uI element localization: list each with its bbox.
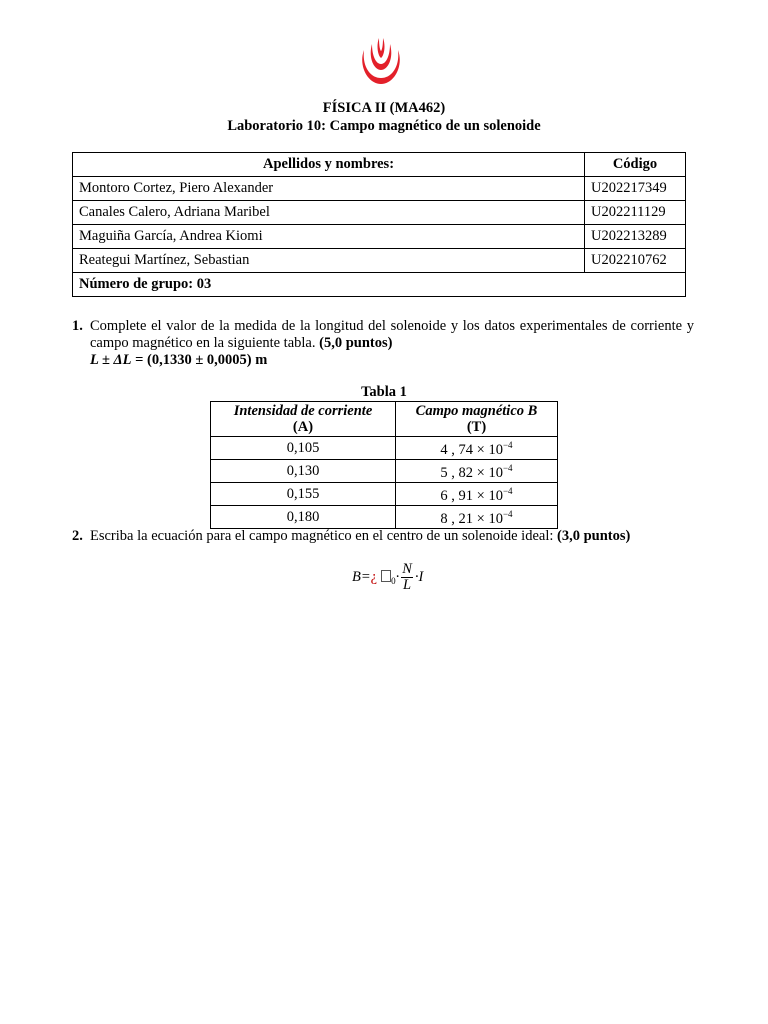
member-name: Montoro Cortez, Piero Alexander (73, 177, 585, 201)
lab-title: Laboratorio 10: Campo magnético de un solenoide (227, 118, 541, 134)
missing-glyph-icon (381, 570, 391, 582)
question-text: Escriba la ecuación para el campo magnético en el centro de un solenoide ideal: (90, 528, 554, 544)
field-mantissa: 8 , 21 × 10 (440, 511, 503, 527)
member-code: U202210762 (585, 249, 686, 273)
table-row (211, 460, 558, 483)
group-number: Número de grupo: 03 (73, 273, 686, 297)
field-value (396, 506, 558, 529)
member-code: U202217349 (585, 177, 686, 201)
member-code: U202213289 (585, 225, 686, 249)
field-mantissa: 5 , 82 × 10 (440, 465, 503, 481)
question-1 (72, 318, 694, 369)
member-code: U202211129 (585, 201, 686, 225)
field-unit: (T) (466, 419, 487, 435)
solenoid-formula (352, 562, 423, 593)
formula-dot: · (395, 568, 400, 585)
question-points: (5,0 puntos) (319, 335, 393, 351)
question-number: 2. (72, 528, 83, 544)
field-mantissa: 6 , 91 × 10 (440, 488, 503, 504)
current-value: 0,105 (211, 437, 396, 460)
question-2 (72, 528, 694, 545)
fraction-denominator: L (403, 577, 412, 593)
length-symbol: L ± ΔL (90, 352, 132, 368)
question-text: Complete el valor de la medida de la longitud del solenoide y los datos experimentales de corriente y campo magnético en la siguiente tabla. (90, 318, 694, 351)
formula-variable: I (418, 568, 424, 585)
field-value (396, 437, 558, 460)
field-exponent: −4 (502, 463, 513, 473)
university-logo-icon (354, 36, 408, 86)
table-row (211, 506, 558, 529)
current-value: 0,155 (211, 483, 396, 506)
member-name: Canales Calero, Adriana Maribel (73, 201, 585, 225)
members-header-row (73, 153, 686, 177)
table-caption: Tabla 1 (361, 384, 407, 400)
formula-lhs: B= (352, 568, 371, 585)
formula-fraction (401, 562, 413, 593)
field-value (396, 460, 558, 483)
member-name: Maguiña García, Andrea Kiomi (73, 225, 585, 249)
data-table (210, 401, 558, 529)
course-title: FÍSICA II (MA462) (322, 100, 446, 116)
data-header-row (211, 402, 558, 437)
member-name: Reategui Martínez, Sebastian (73, 249, 585, 273)
group-row (73, 273, 686, 297)
current-label: Intensidad de corriente (233, 403, 373, 419)
field-column-header (396, 402, 558, 437)
field-mantissa: 4 , 74 × 10 (440, 442, 503, 458)
field-exponent: −4 (502, 509, 513, 519)
fraction-numerator: N (402, 561, 412, 577)
question-number: 1. (72, 318, 83, 334)
question-points: (3,0 puntos) (557, 528, 631, 544)
code-column-header: Código (585, 153, 686, 177)
field-exponent: −4 (502, 486, 513, 496)
current-value: 0,180 (211, 506, 396, 529)
table-row (211, 437, 558, 460)
field-value (396, 483, 558, 506)
current-column-header (211, 402, 396, 437)
field-exponent: −4 (502, 440, 513, 450)
table-row (73, 249, 686, 273)
field-label: Campo magnético B (415, 403, 538, 419)
current-value: 0,130 (211, 460, 396, 483)
members-table (72, 152, 686, 297)
length-value: = (0,1330 ± 0,0005) m (135, 352, 268, 368)
name-column-header: Apellidos y nombres: (73, 153, 585, 177)
formula-dot: · (414, 568, 419, 585)
table-row (73, 225, 686, 249)
current-unit: (A) (292, 419, 314, 435)
table-row (73, 201, 686, 225)
formula-subscript: 0 (391, 575, 396, 586)
table-row (211, 483, 558, 506)
table-row (73, 177, 686, 201)
formula-glyph: ¿ (370, 568, 378, 585)
